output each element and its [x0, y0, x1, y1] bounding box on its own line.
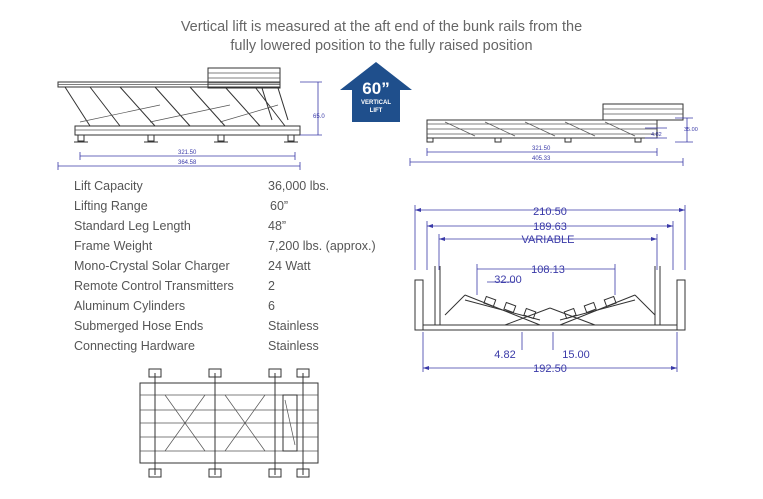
raised-height-dim: 65.0 [313, 114, 325, 120]
header-line-1: Vertical lift is measured at the aft end of the bunk rails from the [180, 19, 583, 35]
spec-row [74, 199, 414, 219]
end-overall-width-dim: 210.50 [533, 206, 567, 218]
raised-side-view-drawing [50, 60, 350, 175]
spec-row [74, 239, 414, 259]
spec-label: Lifting Range [74, 199, 148, 213]
spec-row [74, 339, 414, 359]
spec-row [74, 299, 414, 319]
end-bunk-offset-dim: 32.00 [494, 274, 522, 286]
spec-value: 36,000 lbs. [268, 179, 330, 193]
spec-label: Standard Leg Length [74, 219, 191, 233]
badge-caption-1: VERTICAL [361, 100, 391, 106]
lowered-side-view-drawing [405, 100, 705, 170]
end-right-offset-dim: 15.00 [562, 349, 590, 361]
spec-label: Aluminum Cylinders [74, 299, 186, 313]
spec-value: 7,200 lbs. (approx.) [268, 239, 376, 253]
end-bunk-span-dim: 108.13 [531, 264, 565, 276]
spec-value: 2 [268, 279, 275, 293]
raised-inner-length-dim: 321.50 [178, 150, 197, 156]
spec-value: Stainless [268, 339, 319, 353]
spec-row [74, 279, 414, 299]
header-line-2: fully lowered position to the fully raised position [230, 38, 533, 54]
spec-row [74, 259, 414, 279]
lowered-overall-length-dim: 405.33 [532, 156, 551, 162]
lowered-inner-length-dim: 321.50 [532, 146, 551, 152]
lowered-height-dim: 35.00 [684, 127, 698, 133]
spec-row [74, 219, 414, 239]
vertical-lift-badge [340, 62, 412, 122]
end-left-offset-dim: 4.82 [494, 349, 516, 361]
badge-value: 60” [362, 79, 390, 98]
lowered-small-dim: 4.82 [651, 132, 662, 138]
plan-view-drawing [135, 365, 330, 480]
spec-label: Connecting Hardware [74, 339, 195, 353]
spec-value: Stainless [268, 319, 319, 333]
spec-label: Lift Capacity [74, 179, 143, 193]
spec-value: 60” [270, 199, 289, 213]
badge-caption-2: LIFT [369, 108, 383, 114]
spec-label: Frame Weight [74, 239, 153, 253]
end-base-width-dim: 192.50 [533, 363, 567, 375]
spec-row [74, 319, 414, 339]
end-inner-width-dim: 189.63 [533, 221, 567, 233]
end-variable-dim: VARIABLE [521, 234, 575, 246]
spec-label: Remote Control Transmitters [74, 279, 234, 293]
spec-row [74, 179, 414, 199]
end-view-drawing [405, 200, 695, 380]
spec-value: 24 Watt [268, 259, 311, 273]
raised-overall-length-dim: 364.58 [178, 160, 197, 166]
spec-value: 6 [268, 299, 275, 313]
spec-label: Submerged Hose Ends [74, 319, 204, 333]
spec-value: 48” [268, 219, 287, 233]
spec-label: Mono-Crystal Solar Charger [74, 259, 230, 273]
